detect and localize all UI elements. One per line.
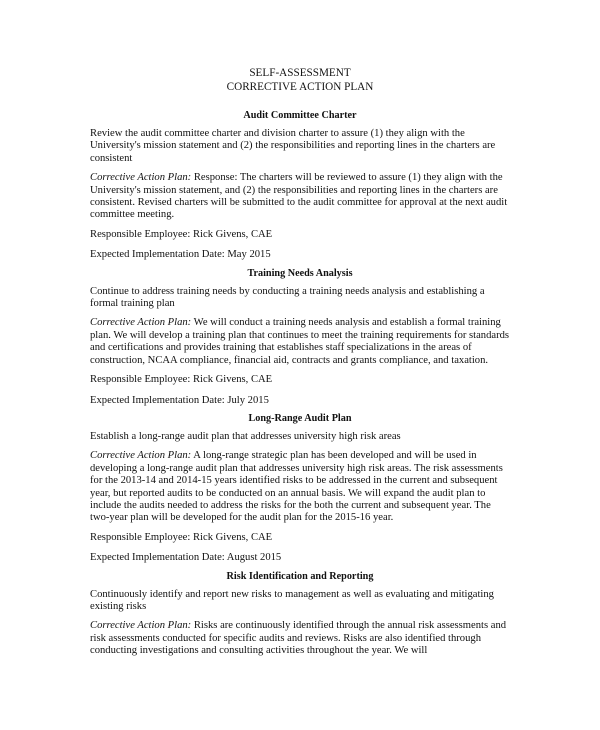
finding-audit-committee-charter: Review the audit committee charter and division charter to assure (1) they align with the University's mission statement and (2) the responsibilities and reporting lines in the charters are consistent: [90, 128, 496, 164]
cap-label: Corrective Action Plan:: [90, 450, 192, 462]
finding-risk-identification-and-reporting: Continuously identify and report new risks to management as well as evaluating and mitigating existing risks: [90, 588, 494, 612]
corrective-action-plan-audit-committee-charter: [90, 172, 510, 222]
responsible-employee-long-range-audit-plan: Responsible Employee: Rick Givens, CAE: [90, 531, 273, 543]
corrective-action-plan-training-needs-analysis: [90, 317, 510, 367]
responsible-employee-audit-committee-charter: Responsible Employee: Rick Givens, CAE: [90, 228, 273, 240]
section-heading-training-needs-analysis: Training Needs Analysis: [247, 267, 353, 279]
section-heading-long-range-audit-plan: Long-Range Audit Plan: [248, 412, 352, 424]
cap-label: Corrective Action Plan:: [90, 620, 192, 632]
document-title-line2: CORRECTIVE ACTION PLAN: [226, 81, 374, 93]
finding-training-needs-analysis: Continue to address training needs by conducting a training needs analysis and establishing a formal training plan: [90, 285, 485, 310]
section-heading-risk-identification-and-reporting: Risk Identification and Reporting: [226, 570, 374, 582]
cap-text: Risks are continuously identified through the annual risk assessments and risk assessments conducted for specific audits and reviews. Risks are also identified through conducting investigations and consulting activities throughout the year. We will: [90, 620, 507, 657]
responsible-employee-training-needs-analysis: Responsible Employee: Rick Givens, CAE: [90, 374, 273, 386]
cap-text: We will conduct a training needs analysis and establish a formal training plan. We will develop a training plan that continues to meet the training requirements for standards and certifications and provides training that establishes staff specializations in the areas of construction, NCAA compliance, financial aid, contracts and grants compliance, and taxation.: [90, 317, 510, 366]
cap-label: Corrective Action Plan:: [90, 317, 192, 329]
finding-long-range-audit-plan: Establish a long-range audit plan that addresses university high risk areas: [90, 430, 401, 442]
document-title-line1: SELF-ASSESSMENT: [249, 67, 351, 79]
expected-date-training-needs-analysis: Expected Implementation Date: July 2015: [90, 394, 269, 406]
cap-label: Corrective Action Plan:: [90, 172, 192, 184]
section-heading-audit-committee-charter: Audit Committee Charter: [243, 110, 357, 121]
corrective-action-plan-risk-identification-and-reporting: [90, 620, 510, 657]
expected-date-audit-committee-charter: Expected Implementation Date: May 2015: [90, 249, 271, 261]
cap-text: Response: The charters will be reviewed to assure (1) they align with the University's mission statement, and (2) the responsibilities and reporting lines in the charters are consistent. Revised charters will be submitted to the audit committee for approval at the next audit committee meeting.: [90, 172, 508, 221]
expected-date-long-range-audit-plan: Expected Implementation Date: August 2015: [90, 552, 282, 564]
document-page: [90, 66, 510, 658]
corrective-action-plan-long-range-audit-plan: [90, 450, 510, 524]
cap-text: A long-range strategic plan has been developed and will be used in developing a long-range audit plan that addresses university high risk areas. The risk assessments for the 2013-14 and 2014-15 years identified risks to be addressed in the current and subsequent year, but reported audits to be conducted on an annual basis. We will expand the audit plan to include the audits needed to address the risks for the both the current and subsequent year. The two-year plan will be developed for the audit plan for the 2015-16 year.: [90, 450, 503, 524]
